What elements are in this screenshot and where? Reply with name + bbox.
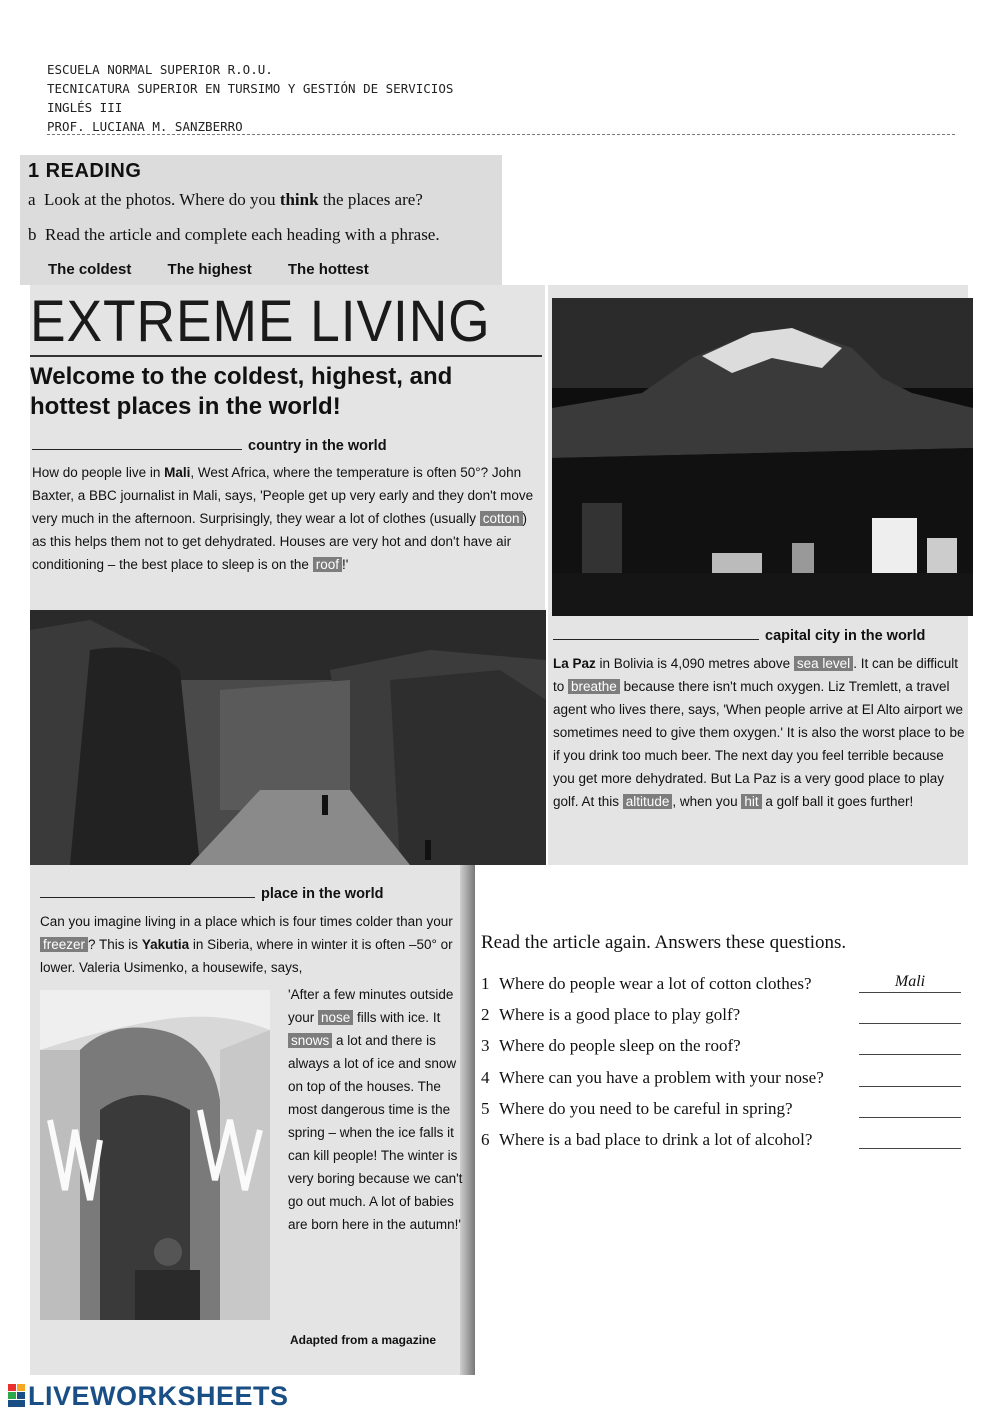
s2-hl-sea-level: sea level bbox=[794, 656, 853, 671]
s3-t2: ? This is bbox=[88, 937, 142, 952]
title-divider bbox=[30, 355, 542, 357]
s3-t3: in Siberia, where in winter it is often –50° or lower. Valeria Usimenko, a housewife, says, bbox=[40, 937, 453, 975]
question-text: Where do you need to be careful in spring? bbox=[499, 1098, 793, 1118]
s3-yakutia: Yakutia bbox=[141, 937, 190, 952]
article-subtitle: Welcome to the coldest, highest, and hottest places in the world! bbox=[30, 363, 453, 420]
la-paz-photo bbox=[552, 298, 973, 616]
phrase-options bbox=[48, 261, 401, 278]
question-row bbox=[481, 1062, 961, 1093]
s2-t3: because there isn't much oxygen. Liz Tremlett, a travel agent who lives there, says, 'When people arrive at El Alto airport we sometimes need to give them oxygen.' It is also the worst place to be if you drink too much beer. The next day you feel terrible because you get more dehydrated. But La Paz is a very good place to play golf. At this bbox=[553, 679, 965, 809]
answer-field[interactable]: Mali bbox=[859, 974, 961, 993]
question-number: 2 bbox=[481, 1005, 490, 1025]
instruction-a-pre: Look at the photos. Where do you bbox=[44, 190, 280, 209]
section2-blank[interactable] bbox=[553, 639, 759, 640]
question-row bbox=[481, 1124, 961, 1155]
answer-field[interactable] bbox=[859, 1130, 961, 1149]
question-number: 6 bbox=[481, 1129, 490, 1149]
la-paz-photo-drawing bbox=[552, 298, 973, 616]
question-text: Where can you have a problem with your nose? bbox=[499, 1067, 824, 1087]
section3-quote bbox=[288, 983, 464, 1236]
question-text: Where do people sleep on the roof? bbox=[499, 1036, 741, 1056]
answer-field[interactable] bbox=[859, 1068, 961, 1087]
phrase-coldest: The coldest bbox=[48, 261, 132, 278]
phrase-highest: The highest bbox=[167, 261, 252, 278]
s2-t2: . It can be difficult to bbox=[553, 656, 958, 694]
s2-t1: in Bolivia is 4,090 metres above bbox=[595, 656, 794, 671]
instruction-b bbox=[28, 225, 440, 245]
question-text: Where is a bad place to drink a lot of alcohol? bbox=[499, 1129, 813, 1149]
liveworksheets-logo-icon bbox=[8, 1384, 26, 1408]
s1-t1: How do people live in bbox=[32, 465, 165, 480]
phrase-hottest: The hottest bbox=[287, 261, 369, 278]
instruction-a-post: the places are? bbox=[318, 190, 423, 209]
mali-photo-drawing bbox=[30, 610, 546, 865]
answer-field[interactable] bbox=[859, 1036, 961, 1055]
question-number: 4 bbox=[481, 1067, 490, 1087]
source-credit: Adapted from a magazine bbox=[290, 1333, 437, 1347]
questions-list bbox=[481, 968, 961, 1155]
section3-blank[interactable] bbox=[40, 897, 255, 898]
s1-t4: !' bbox=[341, 557, 349, 572]
section2-paragraph bbox=[553, 652, 965, 813]
header-divider bbox=[47, 134, 955, 135]
s2-la-paz: La Paz bbox=[553, 656, 596, 671]
s1-hl-cotton: cotton bbox=[480, 511, 523, 526]
s2-t4: , when you bbox=[672, 794, 742, 809]
s2-hl-altitude: altitude bbox=[623, 794, 673, 809]
subject-name: INGLÉS III bbox=[47, 100, 123, 115]
section1-blank[interactable] bbox=[32, 449, 242, 450]
question-row bbox=[481, 968, 961, 999]
question-text: Where is a good place to play golf? bbox=[499, 1005, 741, 1025]
reading-title: 1 READING bbox=[28, 160, 142, 182]
s1-hl-roof: roof bbox=[313, 557, 342, 572]
section2-heading-text: capital city in the world bbox=[765, 628, 926, 644]
s3-hl-freezer: freezer bbox=[40, 937, 88, 952]
section1-heading bbox=[32, 438, 387, 454]
s3-t4: 'After a few minutes outside your bbox=[288, 987, 454, 1025]
course-name: TECNICATURA SUPERIOR EN TURSIMO Y GESTIÓN DE SERVICIOS bbox=[47, 81, 454, 96]
mali-street-photo bbox=[30, 610, 546, 865]
instruction-a-bold: think bbox=[279, 190, 319, 209]
section3-heading bbox=[40, 886, 383, 902]
yakutia-photo-drawing bbox=[40, 990, 270, 1320]
question-text: Where do people wear a lot of cotton clothes? bbox=[499, 974, 812, 993]
liveworksheets-logo[interactable] bbox=[8, 1381, 289, 1412]
question-number: 5 bbox=[481, 1098, 490, 1118]
s2-hl-hit: hit bbox=[741, 794, 761, 809]
s3-t5: fills with ice. It bbox=[353, 1010, 441, 1025]
section1-paragraph bbox=[32, 461, 542, 576]
liveworksheets-brand: LIVEWORKSHEETS bbox=[28, 1381, 289, 1411]
school-name: ESCUELA NORMAL SUPERIOR R.O.U. bbox=[47, 62, 273, 77]
instruction-b-label: b bbox=[28, 225, 37, 244]
questions-title: Read the article again. Answers these questions. bbox=[481, 932, 847, 953]
article-title: EXTREME LIVING bbox=[30, 289, 491, 354]
yakutia-photo bbox=[40, 990, 270, 1320]
section1-heading-text: country in the world bbox=[248, 438, 387, 454]
s3-hl-snows: snows bbox=[288, 1033, 332, 1048]
s2-hl-breathe: breathe bbox=[568, 679, 620, 694]
section2-heading bbox=[553, 628, 925, 644]
s1-t2: , West Africa, where the temperature is often 50°? John Baxter, a BBC journalist in Mali, says, 'People get up very early and they don't move very much in the afternoon. Surprisingly, they wear a lot of clothes (usually bbox=[32, 465, 534, 526]
answer-field[interactable] bbox=[859, 1099, 961, 1118]
school-header bbox=[47, 60, 453, 136]
section3-heading-text: place in the world bbox=[261, 886, 384, 902]
question-row bbox=[481, 1030, 961, 1061]
s3-hl-nose: nose bbox=[318, 1010, 353, 1025]
question-row bbox=[481, 999, 961, 1030]
s3-t6: a lot and there is always a lot of ice and snow on top of the houses. The most dangerous time is the spring – when the ice falls it can kill people! The winter is very boring because we can't go out much. A lot of babies are born here in the autumn!' bbox=[288, 1033, 463, 1232]
instruction-a-label: a bbox=[28, 190, 36, 209]
s2-t5: a golf ball it goes further! bbox=[761, 794, 914, 809]
question-row bbox=[481, 1093, 961, 1124]
s1-mali: Mali bbox=[164, 465, 191, 480]
section3-intro bbox=[40, 910, 460, 979]
s3-t1: Can you imagine living in a place which is four times colder than your bbox=[40, 914, 453, 929]
answer-field[interactable] bbox=[859, 1005, 961, 1024]
s1-t3: ) as this helps them not to get dehydrated. Houses are very hot and don't have air conditioning – the best place to sleep is on the bbox=[32, 511, 527, 572]
teacher-name: PROF. LUCIANA M. SANZBERRO bbox=[47, 119, 243, 134]
question-number: 1 bbox=[481, 974, 490, 993]
instruction-b-text: Read the article and complete each heading with a phrase. bbox=[45, 225, 440, 244]
question-number: 3 bbox=[481, 1036, 490, 1056]
instruction-a bbox=[28, 190, 423, 210]
